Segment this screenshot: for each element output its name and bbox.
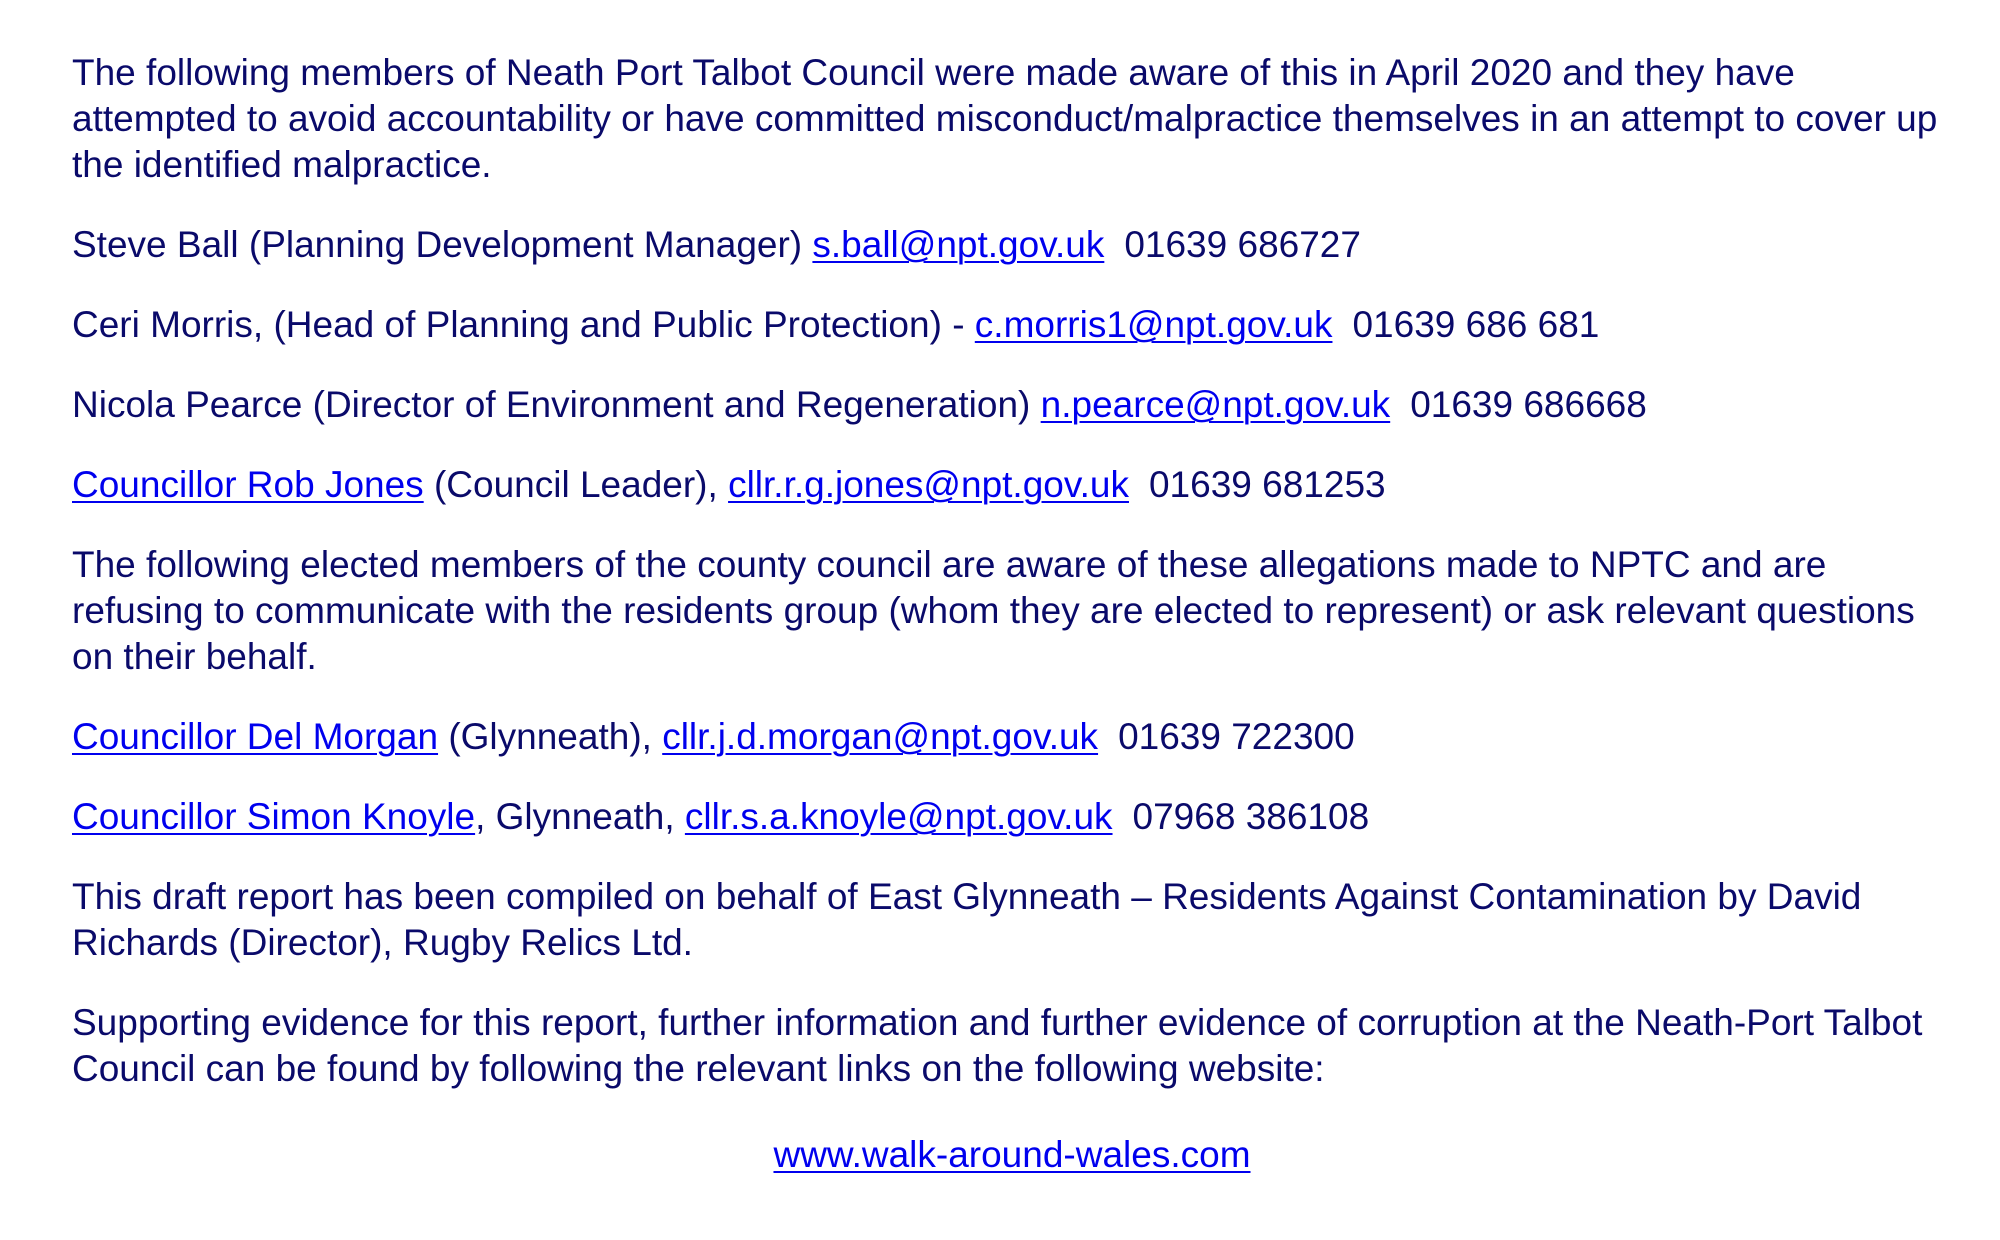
elected-members-paragraph: The following elected members of the county council are aware of these allegations made to NPTC and are refusing to communicate with the residents group (whom they are elected to represent) or ask relevant questions on their behalf.	[72, 544, 1915, 677]
councillor-name-link[interactable]: Councillor Simon Knoyle	[72, 796, 476, 837]
website-line	[72, 1132, 1952, 1178]
contact-role: (Head of Planning and Public Protection) -	[263, 304, 975, 345]
website-link[interactable]: www.walk-around-wales.com	[773, 1134, 1251, 1175]
councillor-email-link[interactable]: cllr.j.d.morgan@npt.gov.uk	[662, 716, 1099, 757]
contact-email-link[interactable]: s.ball@npt.gov.uk	[812, 224, 1105, 265]
councillor-role: (Glynneath),	[438, 716, 663, 757]
councillor-email-link[interactable]: cllr.s.a.knoyle@npt.gov.uk	[684, 796, 1113, 837]
contact-email-link[interactable]: cllr.r.g.jones@npt.gov.uk	[728, 464, 1129, 505]
contact-role: (Council Leader),	[423, 464, 729, 505]
contact-name-link[interactable]: Councillor Rob Jones	[72, 464, 424, 505]
contact-phone: 01639 681253	[1148, 464, 1386, 505]
contact-ceri-morris	[72, 302, 1952, 348]
contact-nicola-pearce	[72, 382, 1952, 428]
councillor-phone: 01639 722300	[1118, 716, 1355, 757]
document-page	[72, 50, 1952, 1212]
contact-role: (Planning Development Manager)	[238, 224, 813, 265]
contact-steve-ball	[72, 222, 1952, 268]
councillor-name-link[interactable]: Councillor Del Morgan	[72, 716, 439, 757]
contact-email-link[interactable]: n.pearce@npt.gov.uk	[1040, 384, 1391, 425]
compiled-paragraph: This draft report has been compiled on behalf of East Glynneath – Residents Against Contamination by David Richards (Director), Rugby Relics Ltd.	[72, 876, 1862, 963]
councillor-simon-knoyle	[72, 794, 1952, 840]
supporting-paragraph: Supporting evidence for this report, further information and further evidence of corruption at the Neath-Port Talbot Council can be found by following the relevant links on the following website:	[72, 1002, 1923, 1089]
contact-phone: 01639 686668	[1410, 384, 1647, 425]
councillor-del-morgan	[72, 714, 1952, 760]
councillor-phone: 07968 386108	[1132, 796, 1370, 837]
contact-rob-jones	[72, 462, 1952, 508]
contact-name: Ceri Morris,	[72, 304, 264, 345]
contact-name: Nicola Pearce	[72, 384, 303, 425]
contact-phone: 01639 686727	[1124, 224, 1361, 265]
contact-name: Steve Ball	[72, 224, 239, 265]
intro-paragraph: The following members of Neath Port Talbot Council were made aware of this in April 2020 and they have attempted to avoid accountability or have committed misconduct/malpractice themselves in an attempt to cover up the identified malpractice.	[72, 52, 1938, 185]
contact-email-link[interactable]: c.morris1@npt.gov.uk	[974, 304, 1333, 345]
contact-role: (Director of Environment and Regeneration)	[302, 384, 1041, 425]
councillor-role: , Glynneath,	[475, 796, 685, 837]
contact-phone: 01639 686 681	[1352, 304, 1600, 345]
